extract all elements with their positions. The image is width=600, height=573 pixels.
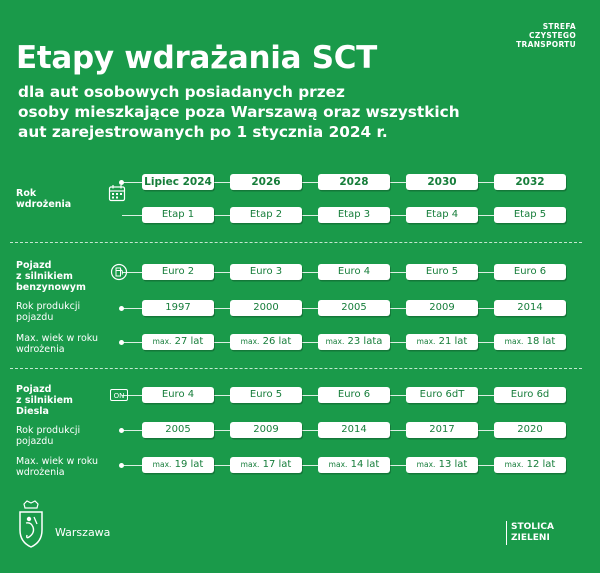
euro-norm-pill: Euro 5	[230, 387, 302, 403]
label-line: z silnikiem	[16, 271, 73, 282]
max-age-label	[16, 333, 98, 355]
max-age-value: 17 lat	[262, 459, 292, 470]
max-prefix: max.	[240, 337, 260, 346]
brand-line: STREFA	[542, 22, 576, 31]
slogan-line: ZIELENI	[511, 533, 550, 543]
stage-pill: Etap 3	[318, 207, 390, 223]
stage-pill: Etap 4	[406, 207, 478, 223]
production-year-pill: 2014	[318, 422, 390, 438]
max-age-pill	[494, 457, 566, 473]
euro-norm-pill: Euro 4	[318, 264, 390, 280]
euro-norm-pill: Euro 2	[142, 264, 214, 280]
max-age-value: 27 lat	[174, 336, 204, 347]
euro-norm-pill: Euro 5	[406, 264, 478, 280]
production-year-pill: 2005	[142, 422, 214, 438]
euro-norm-pill: Euro 4	[142, 387, 214, 403]
max-age-value: 12 lat	[526, 459, 556, 470]
max-age-value: 21 lat	[438, 336, 468, 347]
production-year-label	[16, 301, 80, 323]
max-age-value: 13 lat	[438, 459, 468, 470]
label-line: Pojazd	[16, 260, 52, 271]
production-year-pill: 2009	[406, 300, 478, 316]
production-year-pill: 1997	[142, 300, 214, 316]
stage-pill: Etap 1	[142, 207, 214, 223]
label-line: wdrożenia	[16, 344, 65, 355]
year-pill: Lipiec 2024	[142, 174, 214, 190]
label-line: Rok	[16, 188, 37, 199]
slogan	[511, 522, 554, 544]
production-year-pill: 2014	[494, 300, 566, 316]
subtitle-line: dla aut osobowych posiadanych przez	[18, 83, 345, 101]
max-age-value: 23 lata	[347, 336, 383, 347]
production-year-pill: 2017	[406, 422, 478, 438]
slogan-bar	[506, 521, 507, 545]
production-year-pill: 2000	[230, 300, 302, 316]
year-pill: 2028	[318, 174, 390, 190]
label-line: wdrożenia	[16, 199, 72, 210]
brand-line: CZYSTEGO	[529, 31, 576, 40]
label-line: pojazdu	[16, 436, 54, 447]
euro-norm-pill: Euro 3	[230, 264, 302, 280]
year-pill: 2026	[230, 174, 302, 190]
production-year-pill: 2009	[230, 422, 302, 438]
brand-logo-text	[516, 22, 576, 49]
label-line: wdrożenia	[16, 467, 65, 478]
label-line: Pojazd	[16, 384, 52, 395]
max-age-value: 19 lat	[174, 459, 204, 470]
max-age-label	[16, 456, 98, 478]
max-prefix: max.	[504, 337, 524, 346]
max-prefix: max.	[152, 337, 172, 346]
max-age-pill	[230, 334, 302, 350]
connector-dot	[119, 463, 124, 468]
max-prefix: max.	[328, 460, 348, 469]
stage-pill: Etap 5	[494, 207, 566, 223]
euro-norm-pill: Euro 6	[318, 387, 390, 403]
calendar-icon	[108, 184, 126, 202]
euro-norm-pill: Euro 6d	[494, 387, 566, 403]
max-age-pill	[406, 334, 478, 350]
euro-norm-pill: Euro 6dT	[406, 387, 478, 403]
diesel-vehicle-label	[16, 384, 73, 417]
max-age-pill	[494, 334, 566, 350]
implementation-label	[16, 188, 71, 210]
year-pill: 2030	[406, 174, 478, 190]
warsaw-coat-of-arms-icon	[16, 500, 46, 550]
petrol-vehicle-label	[16, 260, 86, 293]
max-prefix: max.	[325, 337, 345, 346]
connector-dot	[119, 340, 124, 345]
label-line: Rok produkcji	[16, 301, 81, 312]
section-divider	[10, 242, 582, 243]
max-prefix: max.	[152, 460, 172, 469]
euro-norm-pill: Euro 6	[494, 264, 566, 280]
year-pill: 2032	[494, 174, 566, 190]
page-title: Etapy wdrażania SCT	[16, 40, 378, 76]
stage-pill: Etap 2	[230, 207, 302, 223]
max-prefix: max.	[416, 460, 436, 469]
subtitle-line: osoby mieszkające poza Warszawą oraz wszystkich	[18, 103, 460, 121]
label-line: benzynowym	[16, 282, 86, 293]
max-age-value: 14 lat	[350, 459, 380, 470]
connector-dot	[119, 180, 124, 185]
city-name: Warszawa	[55, 526, 111, 539]
connector-dot	[119, 428, 124, 433]
label-line: Max. wiek w roku	[16, 333, 98, 344]
diesel-on-badge: ON	[110, 389, 128, 401]
max-age-value: 18 lat	[526, 336, 556, 347]
subtitle-line: aut zarejestrowanych po 1 stycznia 2024 r.	[18, 123, 388, 141]
page-subtitle	[18, 82, 460, 142]
max-prefix: max.	[504, 460, 524, 469]
label-line: Max. wiek w roku	[16, 456, 98, 467]
label-line: Rok produkcji	[16, 425, 81, 436]
label-line: Diesla	[16, 406, 49, 417]
label-line: pojazdu	[16, 312, 54, 323]
production-year-pill: 2020	[494, 422, 566, 438]
max-age-pill	[318, 334, 390, 350]
production-year-pill: 2005	[318, 300, 390, 316]
slogan-line: STOLICA	[511, 522, 554, 532]
connector-dot	[119, 306, 124, 311]
section-divider	[10, 368, 582, 369]
max-age-pill	[406, 457, 478, 473]
production-year-label	[16, 425, 80, 447]
max-prefix: max.	[240, 460, 260, 469]
max-age-pill	[142, 457, 214, 473]
max-age-pill	[318, 457, 390, 473]
max-age-pill	[230, 457, 302, 473]
max-prefix: max.	[416, 337, 436, 346]
label-line: z silnikiem	[16, 395, 73, 406]
max-age-pill	[142, 334, 214, 350]
max-age-value: 26 lat	[262, 336, 292, 347]
brand-line: TRANSPORTU	[516, 40, 576, 49]
